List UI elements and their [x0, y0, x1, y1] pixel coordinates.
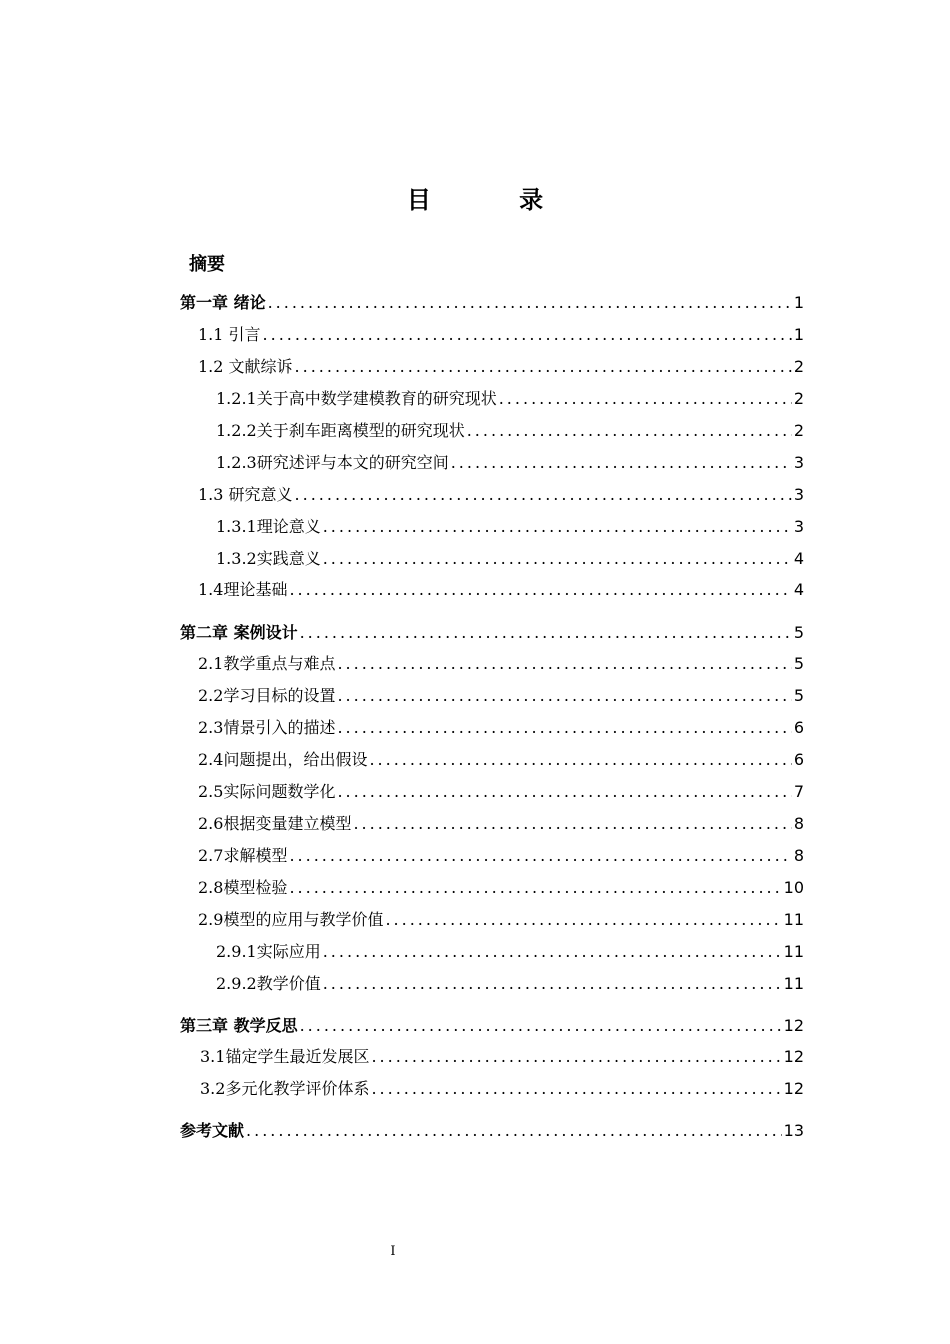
leader-dots: [337, 686, 791, 705]
toc-entry-page: 12: [783, 1047, 804, 1066]
toc-entry-1-2-2[interactable]: [216, 418, 804, 444]
toc-entry-text: 2.3情景引入的描述: [198, 718, 336, 737]
toc-entry-1-3-1[interactable]: [216, 514, 804, 540]
toc-entry-text: 1.2.3研究述评与本文的研究空间: [216, 453, 449, 472]
leader-dots: [323, 517, 792, 536]
toc-entry-1-2-3[interactable]: [216, 450, 804, 476]
toc-entry-2-3[interactable]: [198, 715, 804, 741]
toc-entry-text: 2.4问题提出，给出假设: [198, 750, 368, 769]
toc-entry-1-4[interactable]: [198, 577, 804, 603]
toc-entry-page: 11: [783, 942, 804, 961]
toc-entry-3-2[interactable]: [200, 1076, 804, 1102]
leader-dots: [467, 421, 792, 440]
toc-entry-page: 3: [793, 453, 804, 472]
toc-entry-page: 10: [783, 878, 804, 897]
toc-entry-page: 2: [793, 421, 804, 440]
leader-dots: [323, 942, 782, 961]
page-number-footer: I: [390, 1244, 396, 1259]
toc-entry-1-3-2[interactable]: [216, 546, 804, 572]
leader-dots: [353, 814, 791, 833]
toc-entry-text: 2.1教学重点与难点: [198, 654, 336, 673]
toc-entry-text: 1.2.2关于刹车距离模型的研究现状: [216, 421, 465, 440]
leader-dots: [323, 549, 792, 568]
toc-entry-text: 1.3.2实践意义: [216, 549, 321, 568]
toc-entry-chapter-1[interactable]: [180, 290, 804, 316]
leader-dots: [300, 1016, 782, 1035]
leader-dots: [295, 485, 792, 504]
toc-title: 目 录: [406, 186, 584, 214]
toc-entry-text: 第一章 绪论: [180, 293, 266, 312]
leader-dots: [371, 1047, 781, 1066]
toc-entry-page: 3: [793, 517, 804, 536]
toc-entry-2-2[interactable]: [198, 683, 804, 709]
toc-entry-3-1[interactable]: [200, 1044, 804, 1070]
leader-dots: [337, 782, 791, 801]
toc-entry-text: 1.3 研究意义: [198, 485, 293, 504]
toc-entry-page: 2: [793, 357, 804, 376]
toc-entry-text: 第二章 案例设计: [180, 623, 298, 642]
toc-entry-1-2[interactable]: [198, 354, 804, 380]
toc-entry-page: 5: [793, 686, 804, 705]
toc-entry-text: 3.1锚定学生最近发展区: [200, 1047, 370, 1066]
leader-dots: [268, 293, 792, 312]
toc-entry-page: 13: [783, 1121, 804, 1140]
toc-entry-2-6[interactable]: [198, 811, 804, 837]
leader-dots: [300, 623, 792, 642]
toc-entry-page: 4: [793, 549, 804, 568]
toc-entry-page: 8: [793, 814, 804, 833]
leader-dots: [289, 878, 781, 897]
toc-entry-text: 1.3.1理论意义: [216, 517, 321, 536]
toc-entry-page: 12: [783, 1079, 804, 1098]
leader-dots: [289, 846, 791, 865]
toc-entry-text: 2.2学习目标的设置: [198, 686, 336, 705]
toc-entry-page: 7: [793, 782, 804, 801]
toc-entry-text: 3.2多元化教学评价体系: [200, 1079, 370, 1098]
toc-entry-text: 2.7求解模型: [198, 846, 288, 865]
toc-entry-2-7[interactable]: [198, 843, 804, 869]
toc-entry-page: 8: [793, 846, 804, 865]
leader-dots: [499, 389, 792, 408]
leader-dots: [246, 1121, 782, 1140]
toc-entry-text: 2.9模型的应用与教学价值: [198, 910, 384, 929]
toc-entry-text: 参考文献: [180, 1121, 245, 1140]
toc-entry-page: 12: [783, 1016, 804, 1035]
toc-entry-text: 1.1 引言: [198, 325, 261, 344]
toc-entry-text: 1.2 文献综诉: [198, 357, 293, 376]
leader-dots: [385, 910, 781, 929]
toc-entry-text: 2.9.1实际应用: [216, 942, 321, 961]
toc-entry-page: 4: [793, 580, 804, 599]
leader-dots: [263, 325, 792, 344]
toc-entry-2-9[interactable]: [198, 907, 804, 933]
leader-dots: [337, 654, 791, 673]
toc-entry-2-9-1[interactable]: [216, 939, 804, 965]
toc-entry-text: 2.6根据变量建立模型: [198, 814, 352, 833]
leader-dots: [369, 750, 791, 769]
toc-entry-page: 3: [793, 485, 804, 504]
toc-entry-text: 2.8模型检验: [198, 878, 288, 897]
toc-entry-text: 2.9.2教学价值: [216, 974, 321, 993]
toc-entry-page: 2: [793, 389, 804, 408]
toc-entry-chapter-2[interactable]: [180, 620, 804, 646]
toc-entry-references[interactable]: [180, 1118, 804, 1144]
leader-dots: [337, 718, 791, 737]
toc-entry-text: 1.2.1关于高中数学建模教育的研究现状: [216, 389, 497, 408]
toc-entry-text: 1.4理论基础: [198, 580, 288, 599]
toc-entry-page: 11: [783, 974, 804, 993]
leader-dots: [371, 1079, 781, 1098]
toc-entry-2-4[interactable]: [198, 747, 804, 773]
toc-entry-page: 5: [793, 623, 804, 642]
toc-entry-page: 1: [793, 325, 804, 344]
toc-entry-page: 11: [783, 910, 804, 929]
toc-entry-text: 第三章 教学反思: [180, 1016, 298, 1035]
leader-dots: [289, 580, 791, 599]
leader-dots: [295, 357, 792, 376]
toc-entry-page: 6: [793, 750, 804, 769]
toc-entry-2-9-2[interactable]: [216, 971, 804, 997]
toc-entry-1-1[interactable]: [198, 322, 804, 348]
toc-entry-2-1[interactable]: [198, 651, 804, 677]
toc-entry-page: 6: [793, 718, 804, 737]
toc-entry-chapter-3[interactable]: [180, 1013, 804, 1039]
toc-entry-1-2-1[interactable]: [216, 386, 804, 412]
toc-entry-2-8[interactable]: [198, 875, 804, 901]
abstract-link[interactable]: 摘要: [189, 254, 225, 275]
toc-entry-1-3[interactable]: [198, 482, 804, 508]
leader-dots: [451, 453, 792, 472]
toc-entry-2-5[interactable]: [198, 779, 804, 805]
toc-entry-page: 1: [793, 293, 804, 312]
leader-dots: [323, 974, 782, 993]
toc-entry-page: 5: [793, 654, 804, 673]
toc-entry-text: 2.5实际问题数学化: [198, 782, 336, 801]
